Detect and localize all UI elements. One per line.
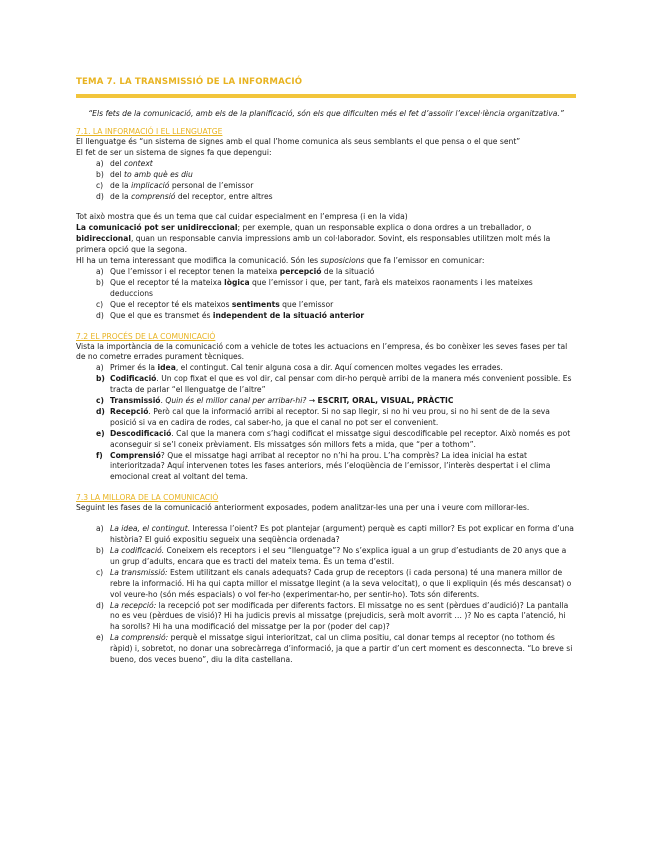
list-bold: lògica	[224, 277, 250, 287]
list-label: f)	[96, 450, 103, 460]
list-label: a)	[96, 363, 104, 373]
list-text: . Però cal que la informació arribi al receptor. Si no sap llegir, si no hi veu prou, si no hi sent de de la seva posició si va en cadira de rodes, cal saber-ho, ja que el canal no pot ser el convenient.	[110, 406, 550, 427]
spacer	[76, 514, 576, 524]
list-text: de la situació	[321, 266, 375, 276]
list-text: del receptor, entre altres	[175, 191, 273, 201]
list-item	[76, 568, 576, 601]
list-item	[76, 451, 576, 484]
list-text: personal de l’emissor	[169, 180, 254, 190]
list-text: .	[160, 396, 166, 406]
list-bold: Descodificació	[110, 428, 172, 438]
list-text: que l’emissor i que, per tant, farà els mateixos raonaments i les mateixes deduccions	[110, 277, 533, 298]
list-bold: idea	[157, 363, 176, 373]
italic-text: suposicions	[320, 256, 365, 266]
dependency-list	[76, 159, 576, 203]
list-text: Que el receptor té la mateixa	[110, 277, 225, 287]
list-emphasis: La transmissió:	[110, 567, 168, 577]
list-emphasis: Quin és el millor canal per arribar-hi?	[165, 396, 307, 406]
paragraph: Seguint les fases de la comunicació anteriorment exposades, podem analitzar-les una per una i veure com millorar-les.	[76, 503, 530, 513]
document-content	[76, 76, 576, 666]
list-item	[76, 278, 576, 300]
list-text: que l’emissor	[279, 299, 334, 309]
text: , quan un responsable canvia impressions amb un col·laborador. Sovint, els responsables utilitzen molt més la primera opció que la segona.	[76, 234, 551, 255]
list-text: Que el que es transmet és	[110, 310, 213, 320]
list-label: c)	[96, 396, 104, 406]
list-emphasis: La comprensió:	[110, 633, 169, 643]
section-heading-7-1: 7.1. LA INFORMACIÓ I EL LLENGUATGE	[76, 127, 223, 136]
list-item	[76, 374, 576, 396]
spacer	[76, 202, 576, 212]
list-item	[76, 633, 576, 666]
list-text: Primer és la	[110, 363, 158, 373]
list-text: del	[110, 169, 125, 179]
section-heading-7-3: 7.3 LA MILLORA DE LA COMUNICACIÓ	[76, 493, 219, 503]
list-label: b)	[96, 546, 104, 555]
list-bold: ESCRIT, ORAL, VISUAL, PRÀCTIC	[317, 396, 454, 406]
list-bold: independent de la situació anterior	[212, 310, 365, 320]
assumptions-list	[76, 267, 576, 322]
list-bold: percepció	[279, 266, 322, 276]
list-label: b)	[96, 169, 104, 179]
phases-list	[76, 363, 576, 483]
paragraph	[76, 223, 576, 256]
list-item	[76, 192, 576, 203]
list-label: d)	[96, 191, 104, 201]
list-item	[76, 170, 576, 181]
list-emphasis: context	[124, 158, 153, 168]
list-label: a)	[96, 158, 104, 168]
arrow-icon: →	[306, 396, 318, 406]
paragraph: El fet de ser un sistema de signes fa que depengui:	[76, 147, 272, 157]
list-bold: Recepció	[110, 406, 149, 416]
list-item	[76, 601, 576, 634]
list-text: Que l’emissor i el receptor tenen la mateixa	[110, 266, 280, 276]
list-emphasis: implicació	[131, 180, 170, 190]
list-bold: Codificació	[110, 374, 157, 384]
list-item	[76, 311, 576, 322]
list-label: e)	[96, 428, 105, 438]
list-bold: sentiments	[231, 299, 280, 309]
list-emphasis: La codificació.	[110, 546, 165, 555]
list-text: de la	[110, 191, 132, 201]
list-item	[76, 524, 576, 546]
paragraph: El llenguatge és “un sistema de signes amb el qual l’home comunica als seus semblants el que pensa o el que sent”	[76, 137, 521, 146]
list-item	[76, 396, 576, 407]
list-emphasis: comprensió	[131, 191, 176, 201]
spacer	[76, 322, 576, 329]
paragraph: Vista la importància de la comunicació com a vehicle de totes les actuacions en l’empresa, és bo conèixer les seves fases per tal de no cometre errades purament tècniques.	[76, 341, 568, 362]
list-label: a)	[96, 266, 104, 276]
list-text: Estem utilitzant els canals adequats? Cada grup de receptors (i cada persona) té una manera millor de rebre la informació. Hi ha qui capta millor el missatge llegint (a la seva velocitat), o que li expliquin (és més descansat) o vol veure-ho (són més espacials) o vol fer-ho (experimentar-ho, per sentir-ho). Tots són diferents.	[110, 567, 572, 599]
list-label: d)	[96, 406, 105, 416]
list-label: c)	[96, 567, 104, 577]
list-label: b)	[96, 374, 105, 384]
list-label: b)	[96, 277, 104, 287]
list-label: e)	[96, 633, 104, 643]
list-item	[76, 159, 576, 170]
list-item	[76, 546, 576, 568]
epigraph-quote: “Els fets de la comunicació, amb els de la planificació, són els que dificulten més el fet d’assolir l’excel·lència organitzativa.”	[88, 109, 564, 118]
bold-text: bidireccional	[76, 234, 131, 244]
list-text: del	[110, 158, 125, 168]
section-heading-7-2: 7.2 EL PROCÉS DE LA COMUNICACIÓ	[76, 331, 216, 341]
list-text: Coneixem els receptors i el seu “llenguatge”? No s’explica igual a un grup d’estudiants de 20 anys que a un grup d’adults, encara que es tracti del mateix tema. És un tema d’estil.	[110, 546, 567, 566]
list-text: Interessa l’oient? Es pot plantejar (argument) perquè es capti millor? Es pot explicar en forma d’una història? El guió expositiu segueix una seqüència ordenada?	[110, 524, 574, 545]
list-text: , el contingut. Cal tenir alguna cosa a dir. Aquí comencen moltes vegades les errades.	[175, 363, 503, 373]
list-label: c)	[96, 299, 104, 309]
list-text: la recepció pot ser modificada per diferents factors. El missatge no es sent (pèrdues d’audició)? La pantalla no es veu (pèrdues de visió)? Hi ha judicis previs al missatge (prejudicis, serà molt avorrit … )? No es capta l’atenció, hi ha sorolls? Hi ha una modificació del missatge per la por (poder del cap)?	[110, 600, 569, 632]
spacer	[76, 483, 576, 490]
document-title: TEMA 7. LA TRANSMISSIÓ DE LA INFORMACIÓ	[76, 77, 303, 87]
list-text: . Cal que la manera com s’hagi codificat el missatge sigui descodificable pel receptor. Això només es pot aconseguir si se’l coneix prèviament. Els missatges són millors fets a mida, que “per a tothom”.	[110, 428, 571, 449]
list-text: . Un cop fixat el que es vol dir, cal pensar com dir-ho perquè arribi de la manera més convenient possible. Es tracta de parlar “el llenguatge de l’altre”	[110, 374, 572, 395]
bold-text: La comunicació pot ser unidireccional	[76, 223, 238, 233]
list-emphasis: to amb què es diu	[124, 169, 193, 179]
list-emphasis: La recepció:	[110, 600, 157, 610]
list-label: a)	[96, 524, 104, 534]
text: HI ha un tema interessant que modifica la comunicació. Són les	[76, 256, 321, 266]
paragraph: Tot això mostra que és un tema que cal cuidar especialment en l’empresa (i en la vida)	[76, 212, 408, 222]
list-bold: Transmissió	[110, 396, 161, 406]
paragraph	[76, 256, 576, 267]
title-underline-bar	[76, 94, 576, 98]
list-label: c)	[96, 180, 104, 190]
list-label: d)	[96, 310, 104, 320]
list-text: de la	[110, 180, 132, 190]
list-bold: Comprensió	[110, 450, 161, 460]
list-item	[76, 429, 576, 451]
list-label: d)	[96, 600, 104, 610]
text: ; per exemple, quan un responsable explica o dona ordres a un treballador, o	[237, 223, 532, 233]
list-item	[76, 267, 576, 278]
list-text: ? Que el missatge hagi arribat al receptor no n’hi ha prou. L’ha comprès? La idea inicial ha estat interioritzada? Aquí intervenen totes les fases anteriors, més l’eloqüència de l’emissor, l’interès despertat i el clima emocional creat al voltant del tema.	[110, 450, 551, 482]
list-text: perquè el missatge sigui interioritzat, cal un clima positiu, cal donar temps al receptor (no tothom és ràpid) i, sobretot, no donar una sobrecàrrega d’informació, ja que a partir d’un cert moment es desconnecta. “Lo breve si bueno, dos veces bueno”, diu la dita castellana.	[110, 633, 573, 665]
list-item	[76, 181, 576, 192]
improvement-list	[76, 524, 576, 666]
list-item	[76, 363, 576, 374]
list-text: Que el receptor té els mateixos	[110, 299, 232, 309]
text: que fa l’emissor en comunicar:	[364, 256, 485, 266]
list-item	[76, 300, 576, 311]
list-item	[76, 407, 576, 429]
list-emphasis: La idea, el contingut.	[110, 524, 191, 534]
